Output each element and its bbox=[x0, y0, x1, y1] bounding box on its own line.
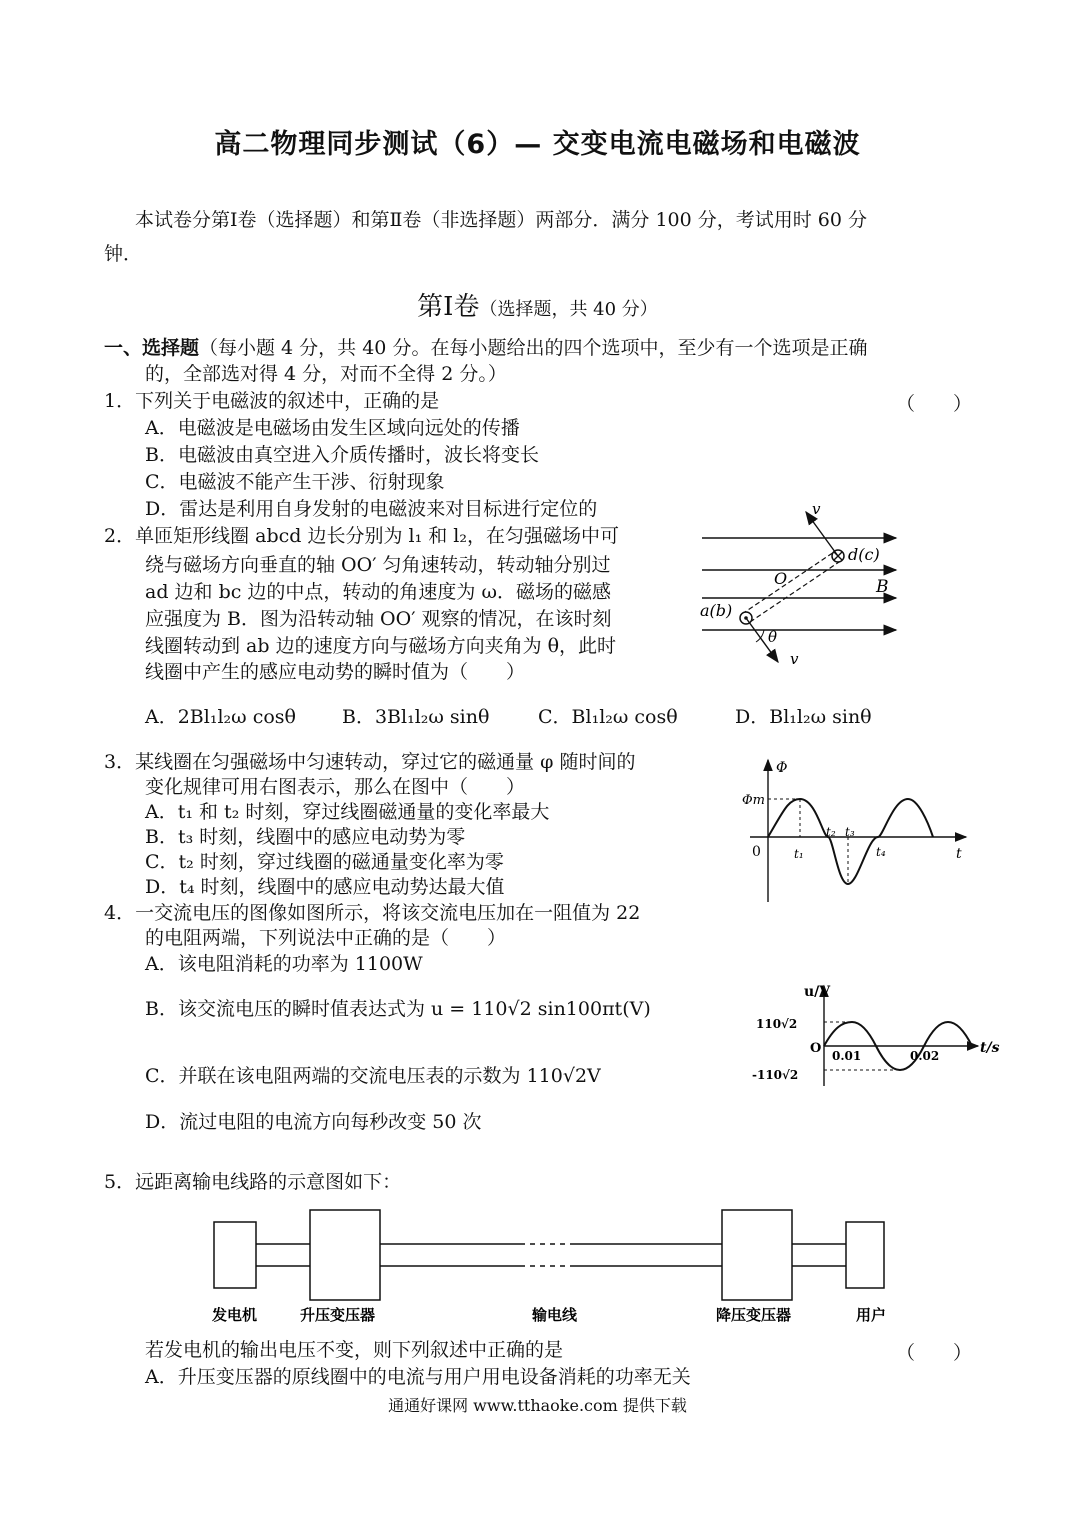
q3-option-a: A．t₁ 和 t₂ 时刻，穿过线圈磁通量的变化率最大 bbox=[145, 801, 550, 823]
q3-flux-graph bbox=[738, 752, 973, 907]
q1-option-c: C．电磁波不能产生干涉、衍射现象 bbox=[145, 471, 445, 493]
q3-label-t: t bbox=[956, 846, 962, 862]
q3-line-1: 3．某线圈在匀强磁场中匀速转动，穿过它的磁通量 φ 随时间的 bbox=[104, 751, 636, 773]
user-box bbox=[846, 1222, 884, 1288]
intro-line-2: 钟． bbox=[104, 243, 143, 265]
q4-voltage-graph bbox=[752, 982, 1008, 1088]
generator-box bbox=[214, 1222, 256, 1288]
page-title: 高二物理同步测试（6）— 交变电流电磁场和电磁波 bbox=[214, 129, 861, 160]
q4-option-a: A．该电阻消耗的功率为 1100W bbox=[145, 953, 423, 975]
velocity-arrow-top bbox=[806, 512, 838, 556]
q3-label-phim: Φm bbox=[742, 793, 765, 808]
label-power-line: 输电线 bbox=[532, 1306, 578, 1324]
label-user: 用户 bbox=[856, 1306, 887, 1324]
label-v-bottom: v bbox=[790, 650, 799, 668]
section-heading bbox=[0, 286, 1075, 323]
q4-line-2: 的电阻两端，下列说法中正确的是（ ） bbox=[145, 927, 507, 949]
q4-option-d: D．流过电阻的电流方向每秒改变 50 次 bbox=[145, 1111, 482, 1133]
q5-answer-paren: （ ） bbox=[896, 1342, 973, 1364]
q5-transmission-diagram bbox=[212, 1206, 894, 1328]
label-step-down: 降压变压器 bbox=[716, 1306, 792, 1324]
q3-option-b: B．t₃ 时刻，线圈中的感应电动势为零 bbox=[145, 826, 466, 848]
q1-option-a: A．电磁波是电磁场由发生区域向远处的传播 bbox=[145, 417, 520, 439]
part1-desc-2: 的，全部选对得 4 分，对而不全得 2 分。） bbox=[145, 363, 507, 385]
q3-option-c: C．t₂ 时刻，穿过线圈的磁通量变化率为零 bbox=[145, 851, 504, 873]
page-footer: 通通好课网 www.tthaoke.com 提供下载 bbox=[388, 1396, 687, 1415]
q4-label-origin: O bbox=[810, 1041, 822, 1056]
q5-question: 若发电机的输出电压不变，则下列叙述中正确的是 bbox=[145, 1339, 564, 1361]
section-sub: （选择题，共 40 分） bbox=[479, 299, 658, 320]
q4-option-c: C．并联在该电阻两端的交流电压表的示数为 110√2V bbox=[145, 1065, 601, 1087]
q2-rotating-coil-figure bbox=[698, 500, 908, 675]
step-up-transformer-box bbox=[310, 1210, 380, 1300]
step-down-transformer-box bbox=[722, 1210, 792, 1300]
part1-instructions bbox=[104, 336, 867, 360]
q3-option-d: D．t₄ 时刻，线圈中的感应电动势达最大值 bbox=[145, 876, 505, 898]
q2-line-4: 应强度为 B．图为沿转动轴 OO′ 观察的情况，在该时刻 bbox=[145, 608, 612, 630]
label-theta: θ bbox=[768, 628, 778, 646]
q2-line-3: ad 边和 bc 边的中点，转动的角速度为 ω．磁场的磁感 bbox=[145, 581, 611, 603]
label-v-top: v bbox=[812, 500, 821, 518]
q2-line-6: 线圈中产生的感应电动势的瞬时值为（ ） bbox=[145, 661, 526, 683]
q2-option-b: B．3Bl₁l₂ω sinθ bbox=[342, 706, 490, 728]
label-step-up: 升压变压器 bbox=[300, 1306, 376, 1324]
q3-label-t3: t₃ bbox=[845, 825, 855, 839]
section-main: 第Ⅰ卷 bbox=[417, 292, 480, 322]
part1-label: 一、选择题 bbox=[104, 337, 200, 359]
q4-label-x1: 0.01 bbox=[832, 1049, 862, 1063]
q2-line-5: 线圈转动到 ab 边的速度方向与磁场方向夹角为 θ，此时 bbox=[145, 635, 617, 657]
q2-line-2: 绕与磁场方向垂直的轴 OO′ 匀角速转动，转动轴分别过 bbox=[145, 554, 611, 576]
q3-label-t2: t₂ bbox=[826, 825, 836, 839]
q3-label-t1: t₁ bbox=[794, 847, 804, 861]
q3-label-t4: t₄ bbox=[876, 845, 886, 859]
q3-flux-curve bbox=[768, 799, 933, 884]
q5-option-a: A．升压变压器的原线圈中的电流与用户用电设备消耗的功率无关 bbox=[145, 1366, 691, 1388]
q4-label-ymin: -110√2 bbox=[752, 1068, 799, 1082]
q1-answer-paren: （ ） bbox=[896, 393, 973, 415]
q1-stem: 1．下列关于电磁波的叙述中，正确的是 bbox=[104, 390, 440, 412]
label-ab: a(b) bbox=[700, 601, 733, 620]
q2-option-c: C．Bl₁l₂ω cosθ bbox=[538, 706, 678, 728]
q4-line-1: 4．一交流电压的图像如图所示，将该交流电压加在一阻值为 22 bbox=[104, 902, 641, 924]
q4-label-x2: 0.02 bbox=[910, 1049, 940, 1063]
label-B: B bbox=[876, 577, 889, 597]
q4-label-ts: t/s bbox=[980, 1040, 1000, 1056]
label-O: O bbox=[774, 569, 788, 588]
label-dc: d(c) bbox=[848, 545, 880, 564]
q2-line-1: 2．单匝矩形线圈 abcd 边长分别为 l₁ 和 l₂，在匀强磁场中可 bbox=[104, 525, 619, 547]
q1-option-b: B．电磁波由真空进入介质传播时，波长将变长 bbox=[145, 444, 539, 466]
q3-label-phi: Φ bbox=[776, 760, 788, 776]
label-generator: 发电机 bbox=[212, 1306, 258, 1324]
q2-option-d: D．Bl₁l₂ω sinθ bbox=[735, 706, 872, 728]
q4-label-uv: u/V bbox=[804, 984, 831, 1000]
q1-option-d: D．雷达是利用自身发射的电磁波来对目标进行定位的 bbox=[145, 498, 598, 520]
q3-line-2: 变化规律可用右图表示，那么在图中（ ） bbox=[145, 776, 526, 798]
q3-label-origin: 0 bbox=[752, 844, 761, 860]
q2-option-a: A．2Bl₁l₂ω cosθ bbox=[145, 706, 296, 728]
coil-section bbox=[742, 552, 842, 622]
intro-line-1: 本试卷分第Ⅰ卷（选择题）和第Ⅱ卷（非选择题）两部分．满分 100 分，考试用时 60 分 bbox=[135, 209, 868, 231]
q5-stem: 5．远距离输电线路的示意图如下： bbox=[104, 1171, 402, 1193]
part1-desc-1: （每小题 4 分，共 40 分。在每小题给出的四个选项中，至少有一个选项是正确 bbox=[199, 337, 868, 359]
q4-option-b: B．该交流电压的瞬时值表达式为 u = 110√2 sin100πt(V) bbox=[145, 998, 651, 1020]
q4-label-ymax: 110√2 bbox=[756, 1017, 798, 1031]
